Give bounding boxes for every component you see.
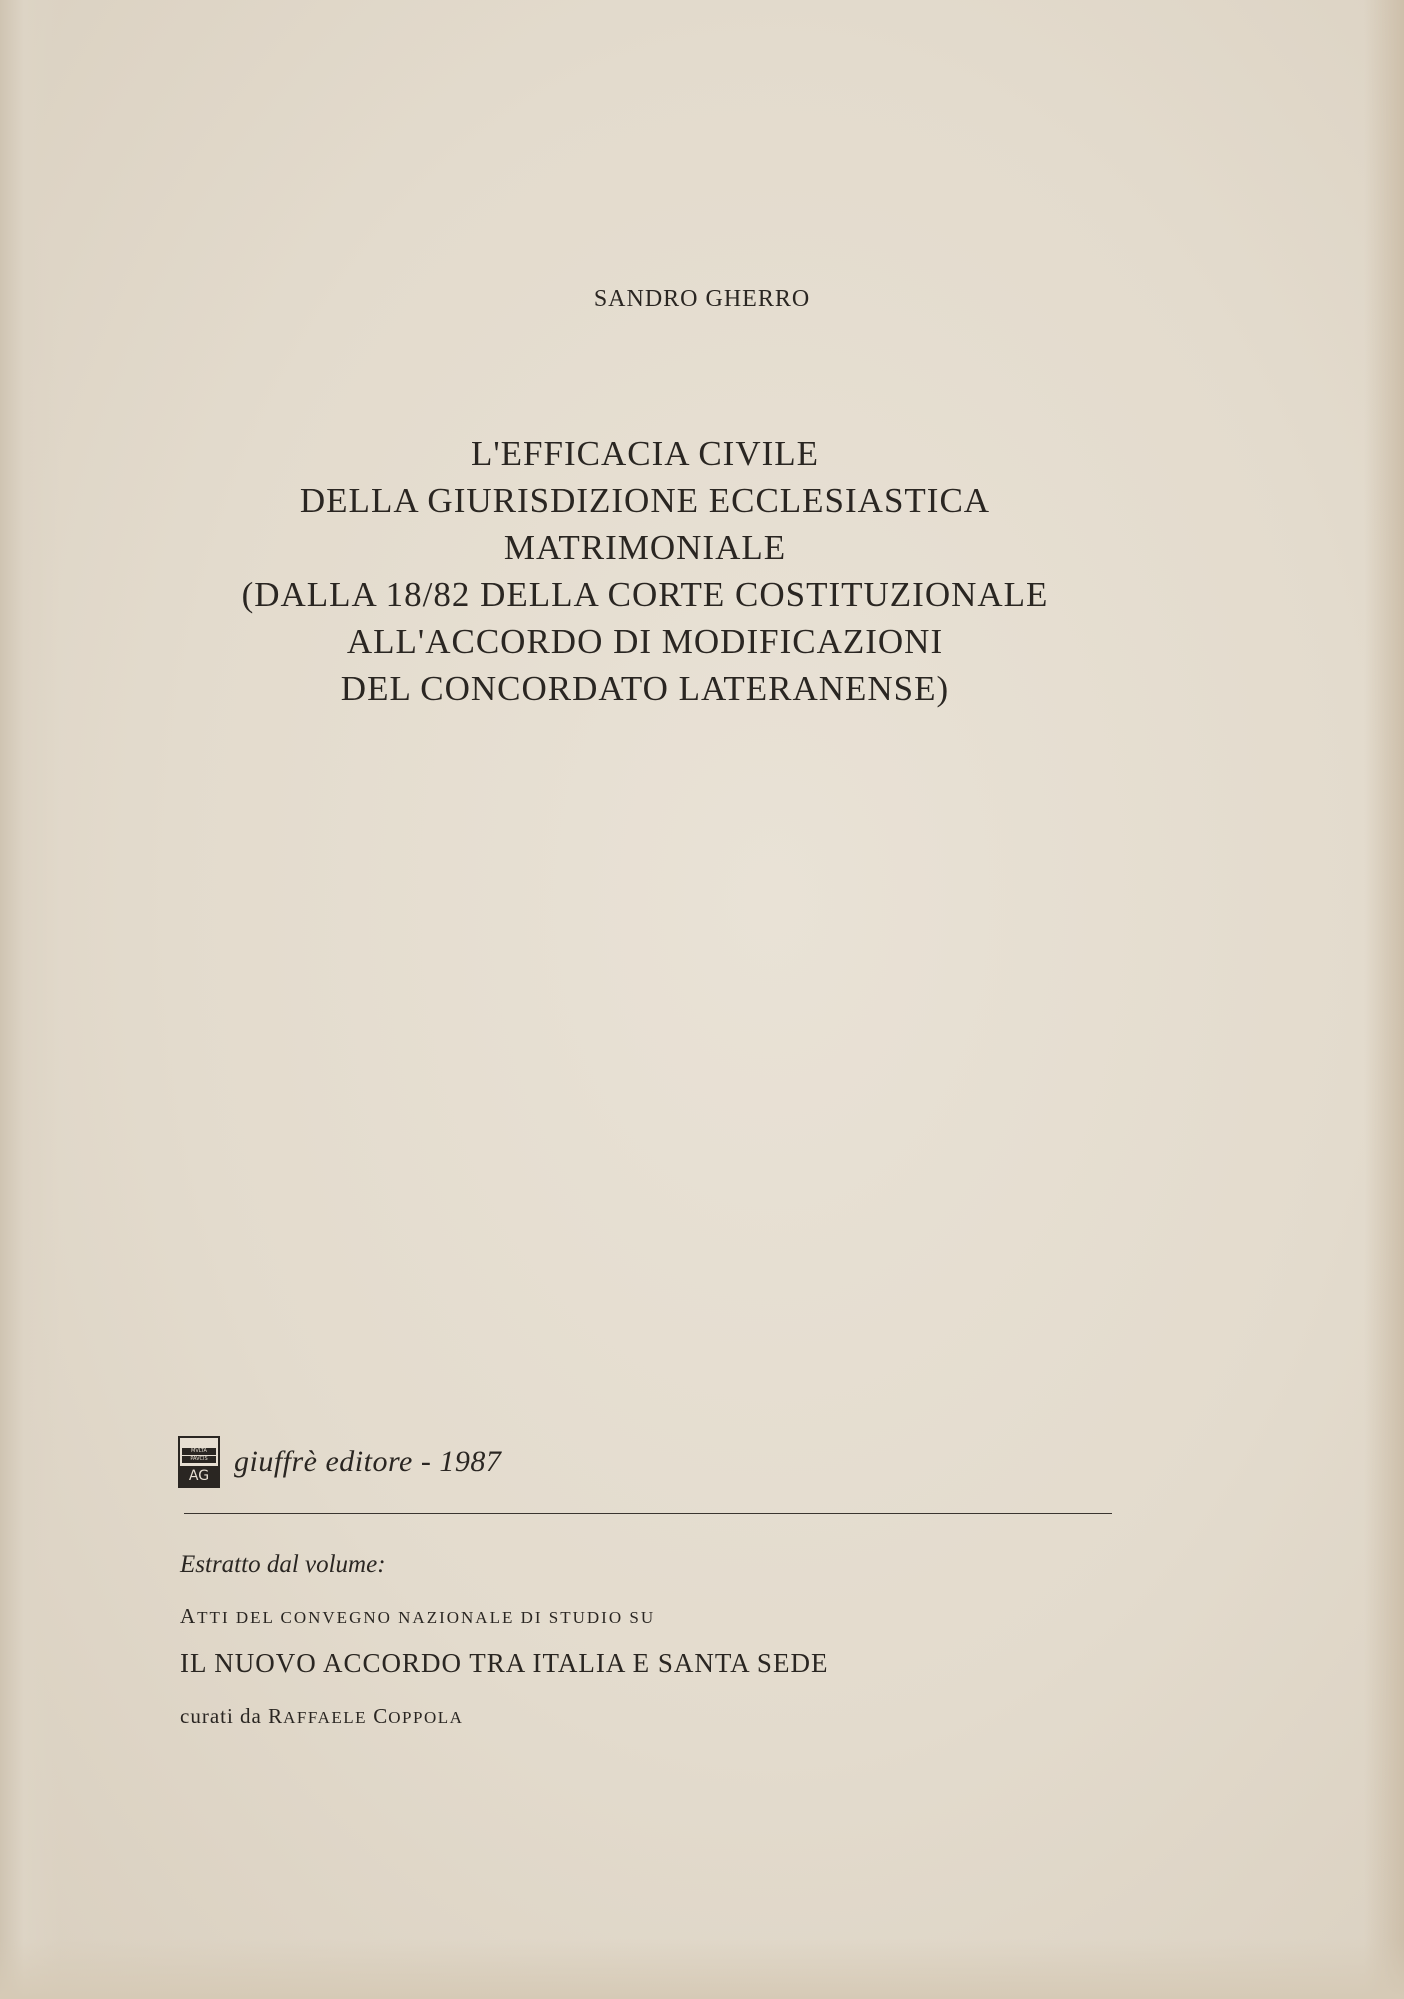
author-name: SANDRO GHERRO	[593, 286, 811, 312]
acts-rest: TTI DEL CONVEGNO NAZIONALE DI STUDIO SU	[197, 1608, 656, 1627]
title-line: MATRIMONIALE	[503, 528, 787, 567]
extract-label: Estratto dal volume:	[180, 1551, 386, 1578]
publisher-block	[178, 1436, 501, 1488]
volume-title: IL NUOVO ACCORDO TRA ITALIA E SANTA SEDE	[180, 1648, 829, 1678]
editors-line	[180, 1704, 463, 1729]
editor-last-rest: OPPOLA	[388, 1708, 464, 1727]
acts-initial: A	[180, 1604, 198, 1628]
editor-first-initial: R	[268, 1704, 284, 1728]
document-title	[0, 430, 1290, 712]
publisher-text: giuffrè editore - 1987	[234, 1445, 502, 1478]
editor-first-rest: AFFAELE	[283, 1708, 367, 1727]
publisher-logo-icon	[178, 1436, 220, 1488]
acts-line	[180, 1604, 655, 1629]
editor-last-initial: C	[373, 1704, 389, 1728]
divider-line	[184, 1513, 1112, 1514]
logo-top-text: MVLTA	[182, 1448, 216, 1455]
page-bottom-edge-shadow	[0, 1939, 1404, 1999]
title-line: DELLA GIURISDIZIONE ECCLESIASTICA	[299, 481, 991, 520]
title-line: ALL'ACCORDO DI MODIFICAZIONI	[346, 622, 944, 661]
logo-mid-text: PAVCIS	[182, 1456, 216, 1463]
title-line: (DALLA 18/82 DELLA CORTE COSTITUZIONALE	[241, 575, 1049, 614]
logo-letters: AG	[180, 1466, 218, 1486]
editors-prefix: curati da	[180, 1704, 269, 1728]
title-line: L'EFFICACIA CIVILE	[470, 434, 820, 473]
title-line: DEL CONCORDATO LATERANENSE)	[340, 669, 950, 708]
